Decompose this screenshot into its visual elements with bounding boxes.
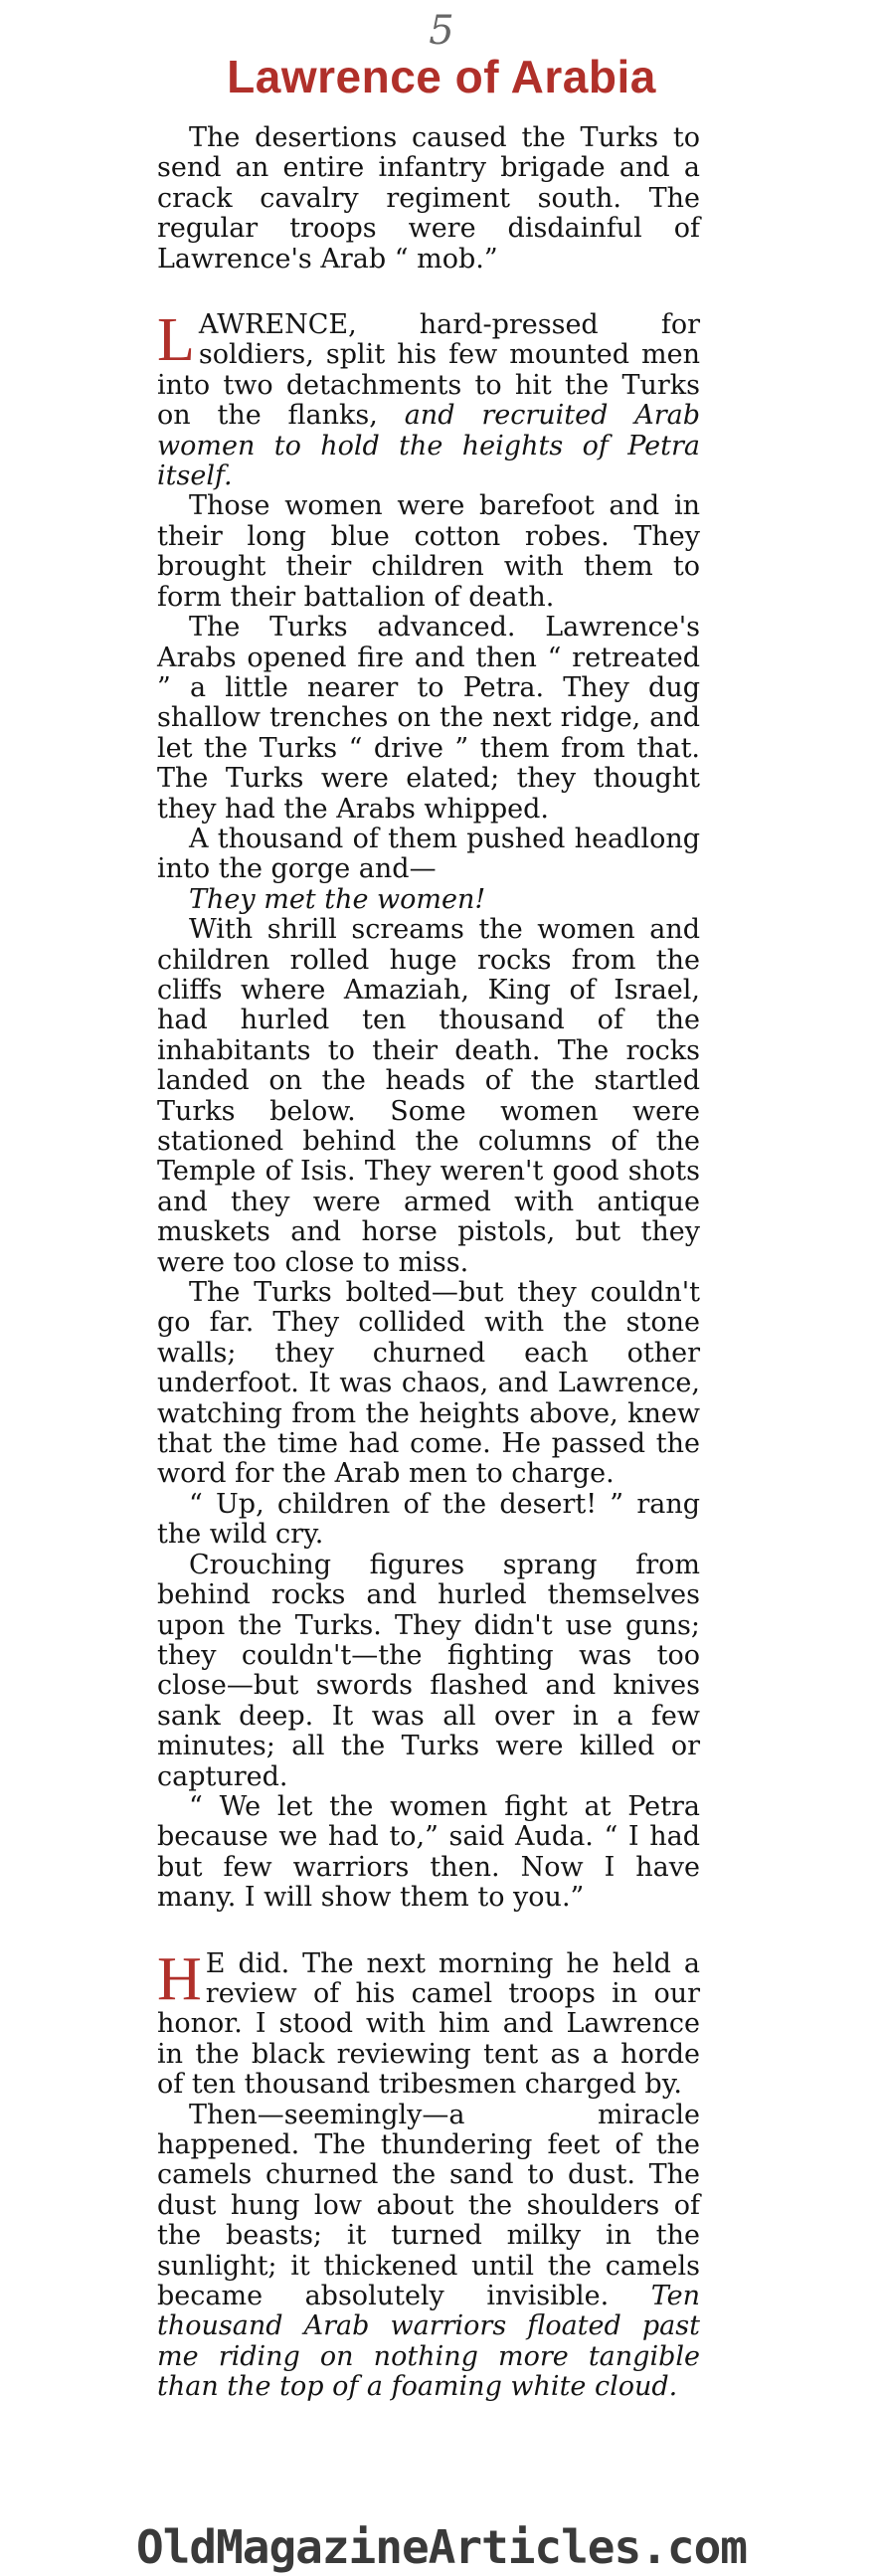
paragraph-turks-bolted: The Turks bolted—but they couldn't go far. They collided with the stone walls; they churned each other underfoot. It was chaos, and Lawrence, watching from the heights above, knew that the time had come. He passed the word for the Arab men to charge.	[157, 1277, 700, 1490]
drop-cap-l: L	[157, 306, 195, 375]
article-body	[157, 123, 700, 2403]
italic-text: and recruited Arab women to hold the heights of Petra itself.	[157, 400, 700, 492]
paragraph-met-women: They met the women!	[189, 883, 486, 915]
paragraph-lawrence-hard-pressed	[157, 306, 700, 492]
paragraph-text: Then—seemingly—a miracle happened. The thundering feet of the camels churned the sand to dust. The dust hung low about the shoulders of the beasts; it turned milky in the sunlight; it thickened until the camels became absolutely invisible.	[157, 2099, 700, 2312]
paragraph-text: AWRENCE, hard-pressed for soldiers, split his few mounted men into two detachments to hit the Turks on the flanks,	[157, 309, 700, 432]
paragraph-text: E did. The next morning he held a review of his camel troops in our honor. I stood with him and Lawrence in the black reviewing tent as a horde of ten thousand tribesmen charged by.	[157, 1947, 700, 2101]
paragraph-miracle	[157, 2101, 700, 2403]
drop-cap-h: H	[157, 1944, 202, 2013]
paragraph-desertions: The desertions caused the Turks to send an entire infantry brigade and a crack cavalry regiment south. The regular troops were disdainful of Lawrence's Arab “ mob.”	[157, 122, 700, 275]
paragraph-shrill-screams: With shrill screams the women and children rolled huge rocks from the cliffs where Amaziah, King of Israel, had hurled ten thousand of the inhabitants to their death. The rocks landed on the heads of the startled Turks below. Some women were stationed behind the columns of the Temple of Isis. They weren't good shots and they were armed with antique muskets and horse pistols, but they were too close to miss.	[157, 914, 700, 1278]
paragraph-auda-quote: “ We let the women fight at Petra because we had to,” said Auda. “ I had but few warriors then. Now I have many. I will show them to you.”	[157, 1790, 700, 1914]
italic-text: Ten thousand Arab warriors floated past me riding on nothing more tangible than the top of a foaming white cloud.	[157, 2281, 700, 2403]
paragraph-he-did	[157, 1944, 700, 2101]
paragraph-women-barefoot: Those women were barefoot and in their long blue cotton robes. They brought their children with them to form their battalion of death.	[157, 490, 700, 613]
page-number: 5	[429, 8, 454, 54]
site-watermark: OldMagazineArticles.com	[136, 2520, 747, 2574]
article-title: Lawrence of Arabia	[227, 51, 656, 102]
paragraph-thousand-pushed: A thousand of them pushed headlong into the gorge and—	[157, 823, 700, 885]
paragraph-turks-advanced: The Turks advanced. Lawrence's Arabs opened fire and then “ retreated ” a little nearer to Petra. They dug shallow trenches on the next ridge, and let the Turks “ drive ” them from that. The Turks were elated; they thought they had the Arabs whipped.	[157, 612, 700, 825]
paragraph-wild-cry: “ Up, children of the desert! ” rang the wild cry.	[157, 1488, 700, 1551]
paragraph-crouching-figures: Crouching figures sprang from behind rocks and hurled themselves upon the Turks. They didn't use guns; they couldn't—the fighting was too close—but swords flashed and knives sank deep. It was all over in a few minutes; all the Turks were killed or captured.	[157, 1549, 700, 1792]
